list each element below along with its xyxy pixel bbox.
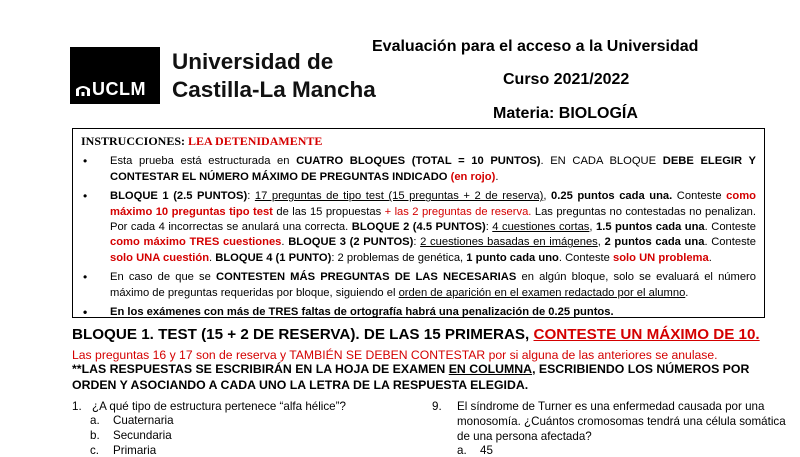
instructions-box	[72, 128, 765, 318]
subject: Materia: BIOLOGÍA	[493, 105, 638, 122]
university-name	[172, 48, 376, 104]
question-text: El síndrome de Turner es una enfermedad causada por una monosomía. ¿Cuántos cromosomas tendrá una célula somática de una persona afectada?	[457, 400, 786, 443]
option-a-text: 45	[480, 444, 493, 457]
block1-heading: BLOQUE 1. TEST (15 + 2 DE RESERVA). DE LAS 15 PRIMERAS, CONTESTE UN MÁXIMO DE 10. Las preguntas 16 y 17 son de reserva y TAMBIÉN SE DEBEN CONTESTAR por si alguna de las anteriores se anulase.	[72, 326, 760, 362]
question-text: ¿A qué tipo de estructura pertenece “alfa hélice”?	[92, 400, 346, 413]
option-c-text: Primaria	[113, 444, 157, 457]
instruction-structure: • Esta prueba está estructurada en CUATRO BLOQUES (TOTAL = 10 PUNTOS). EN CADA BLOQUE DEBE ELEGIR Y CONTESTAR EL NÚMERO MÁXIMO DE PREGUNTAS INDICADO (en rojo).	[81, 154, 756, 185]
option-c: c.	[90, 444, 100, 457]
exam-title: Evaluación para el acceso a la Universidad	[372, 38, 699, 55]
block1-answer-note: **LAS RESPUESTAS SE ESCRIBIRÁN EN LA HOJA DE EXAMEN EN COLUMNA, ESCRIBIENDO LOS NÚMEROS POR ORDEN Y ASOCIANDO A CADA UNO LA LETRA DE LA RESPUESTA ELEGIDA.	[72, 362, 750, 392]
question-number: 9.	[432, 400, 442, 413]
option-a: a.	[90, 414, 100, 427]
instruction-spelling: • En los exámenes con más de TRES faltas de ortografía habrá una penalización de 0.25 puntos.	[81, 305, 756, 320]
instruction-extra-answers: • En caso de que se CONTESTEN MÁS PREGUNTAS DE LAS NECESARIAS en algún bloque, solo se evaluará el número máximo de preguntas requeridas por bloque, siguiendo el orden de aparición en el examen redactado por el alumno.	[81, 270, 756, 301]
instructions-heading: INSTRUCCIONES: LEA DETENIDAMENTE	[81, 134, 323, 148]
option-a-text: Cuaternaria	[113, 414, 174, 427]
logo-text: UCLM	[92, 79, 146, 99]
instruction-blocks: • BLOQUE 1 (2.5 PUNTOS): 17 preguntas de tipo test (15 preguntas + 2 de reserva), 0.25 puntos cada una. Conteste como máximo 10 preguntas tipo test de las 15 propuestas + las 2 preguntas de reserva. Las preguntas no contestadas no penalizan. Por cada 4 incorrectas se anulará una correcta. BLOQUE 2 (4.5 PUNTOS): 4 cuestiones cortas, 1.5 puntos cada una. Conteste como máximo TRES cuestiones. BLOQUE 3 (2 PUNTOS): 2 cuestiones basadas en imágenes, 2 puntos cada una. Conteste solo UNA cuestión. BLOQUE 4 (1 PUNTO): 2 problemas de genética, 1 punto cada uno. Conteste solo UN problema.	[81, 189, 756, 266]
university-name-line1: Universidad de	[172, 49, 334, 74]
option-b: b.	[90, 429, 100, 442]
question-number: 1.	[72, 400, 82, 413]
option-b-text: Secundaria	[113, 429, 172, 442]
university-name-line2: Castilla-La Mancha	[172, 77, 376, 102]
uclm-logo	[70, 47, 160, 104]
academic-year: Curso 2021/2022	[503, 71, 630, 88]
option-a: a.	[457, 444, 467, 457]
uclm-symbol-icon	[75, 83, 91, 97]
